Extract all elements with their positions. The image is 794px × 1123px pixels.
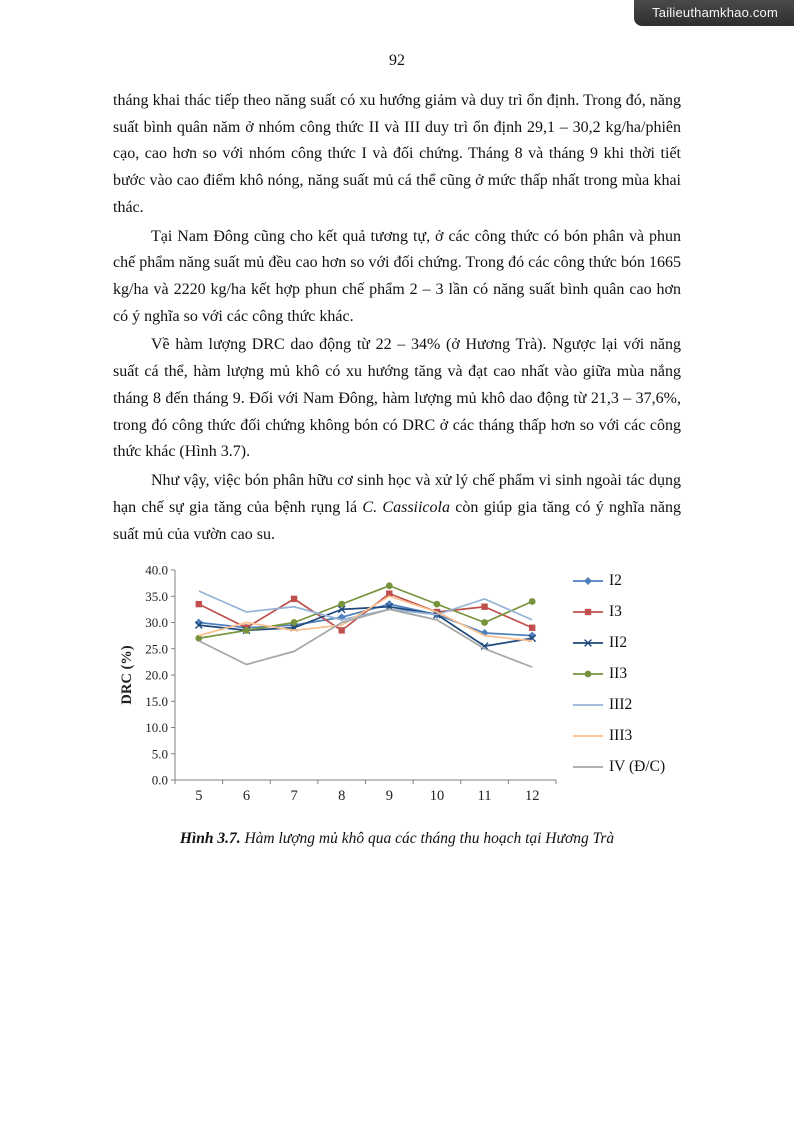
legend-item-i3 (572, 599, 665, 625)
legend-line-marker-icon (572, 699, 604, 711)
legend-item-ii3 (572, 661, 665, 687)
watermark-text: Tailieuthamkhao.com (652, 5, 778, 20)
svg-text:40.0: 40.0 (145, 562, 168, 578)
legend-item-iv-c (572, 754, 665, 780)
watermark-badge (634, 0, 794, 26)
figure-3-7 (113, 562, 681, 852)
legend-line-marker-icon (572, 637, 604, 649)
legend-label: III2 (609, 696, 633, 714)
body-paragraph: Về hàm lượng DRC dao động từ 22 – 34% (ở Hương Trà). Ngược lại với năng suất cá thể, hàm lượng mủ khô có xu hướng tăng và đạt cao nhất vào giữa mùa nắng tháng 8 đến tháng 9. Đối với Nam Đông, hàm lượng mủ khô dao động từ 21,3 – 37,6%, trong đó công thức đối chứng không bón có DRC ở các tháng thấp hơn so với các công thức khác (Hình 3.7). (113, 336, 681, 461)
legend-item-iii3 (572, 723, 665, 749)
svg-text:10: 10 (429, 788, 445, 805)
species-name: C. Cassiicola (362, 498, 450, 516)
chart-legend (562, 562, 665, 814)
legend-item-i2 (572, 568, 665, 594)
body-paragraph (113, 468, 681, 548)
legend-label: I3 (609, 603, 622, 621)
svg-text:DRC (%): DRC (%) (119, 645, 135, 705)
svg-text:5.0: 5.0 (151, 746, 168, 762)
paragraph-text: còn giúp gia tăng có ý nghĩa năng suất mủ của vườn cao su. (113, 498, 681, 543)
legend-line-marker-icon (572, 606, 604, 618)
figure-caption-label: Hình 3.7. (179, 830, 241, 848)
legend-label: II2 (609, 634, 628, 652)
body-paragraph: Tại Nam Đông cũng cho kết quả tương tự, ở các công thức có bón phân và phun chế phẩm năng suất mủ đều cao hơn so với đối chứng. Trong đó các công thức bón 1665 kg/ha và 2220 kg/ha kết hợp phun chế phẩm 2 – 3 lần có năng suất bình quân cao hơn có ý nghĩa so với các công thức khác. (113, 227, 681, 325)
svg-text:35.0: 35.0 (145, 588, 168, 604)
legend-line-marker-icon (572, 730, 604, 742)
svg-text:8: 8 (338, 788, 346, 805)
svg-text:5: 5 (195, 788, 203, 805)
figure-caption-text: Hàm lượng mủ khô qua các tháng thu hoạch tại Hương Trà (240, 830, 615, 848)
figure-caption (113, 826, 681, 852)
page-content (113, 88, 681, 852)
legend-label: III3 (609, 727, 633, 745)
page-number: 92 (389, 52, 405, 69)
legend-label: IV (Đ/C) (609, 758, 666, 776)
svg-text:11: 11 (477, 788, 492, 805)
svg-text:25.0: 25.0 (145, 641, 168, 657)
svg-text:20.0: 20.0 (145, 667, 168, 683)
body-paragraph: tháng khai thác tiếp theo năng suất có xu hướng giảm và duy trì ổn định. Trong đó, năng suất bình quân năm ở nhóm công thức II và III duy trì ổn định 29,1 – 30,2 kg/ha/phiên cạo, cao hơn so với nhóm công thức I và đối chứng. Tháng 8 và tháng 9 khi thời tiết bước vào cao điểm khô nóng, năng suất mủ cá thể cũng ở mức thấp nhất trong mùa khai thác. (113, 92, 681, 216)
paragraph-text: Như vậy, việc bón phân hữu cơ sinh học và xử lý chế phẩm vi sinh ngoài tác dụng hạn chế sự gia tăng của bệnh rụng lá (113, 472, 681, 516)
legend-item-ii2 (572, 630, 665, 656)
svg-text:12: 12 (524, 788, 540, 805)
legend-item-iii2 (572, 692, 665, 718)
svg-text:9: 9 (385, 788, 393, 805)
chart-svg (117, 562, 562, 814)
svg-text:6: 6 (242, 788, 251, 805)
legend-label: I2 (609, 572, 622, 590)
chart-area (117, 562, 681, 814)
svg-text:0.0: 0.0 (151, 772, 168, 788)
svg-text:7: 7 (290, 788, 298, 805)
legend-line-marker-icon (572, 575, 604, 587)
legend-line-marker-icon (572, 668, 604, 680)
svg-text:30.0: 30.0 (145, 615, 168, 631)
legend-line-marker-icon (572, 761, 604, 773)
svg-text:10.0: 10.0 (145, 720, 168, 736)
legend-label: II3 (609, 665, 628, 683)
svg-text:15.0: 15.0 (145, 693, 168, 709)
